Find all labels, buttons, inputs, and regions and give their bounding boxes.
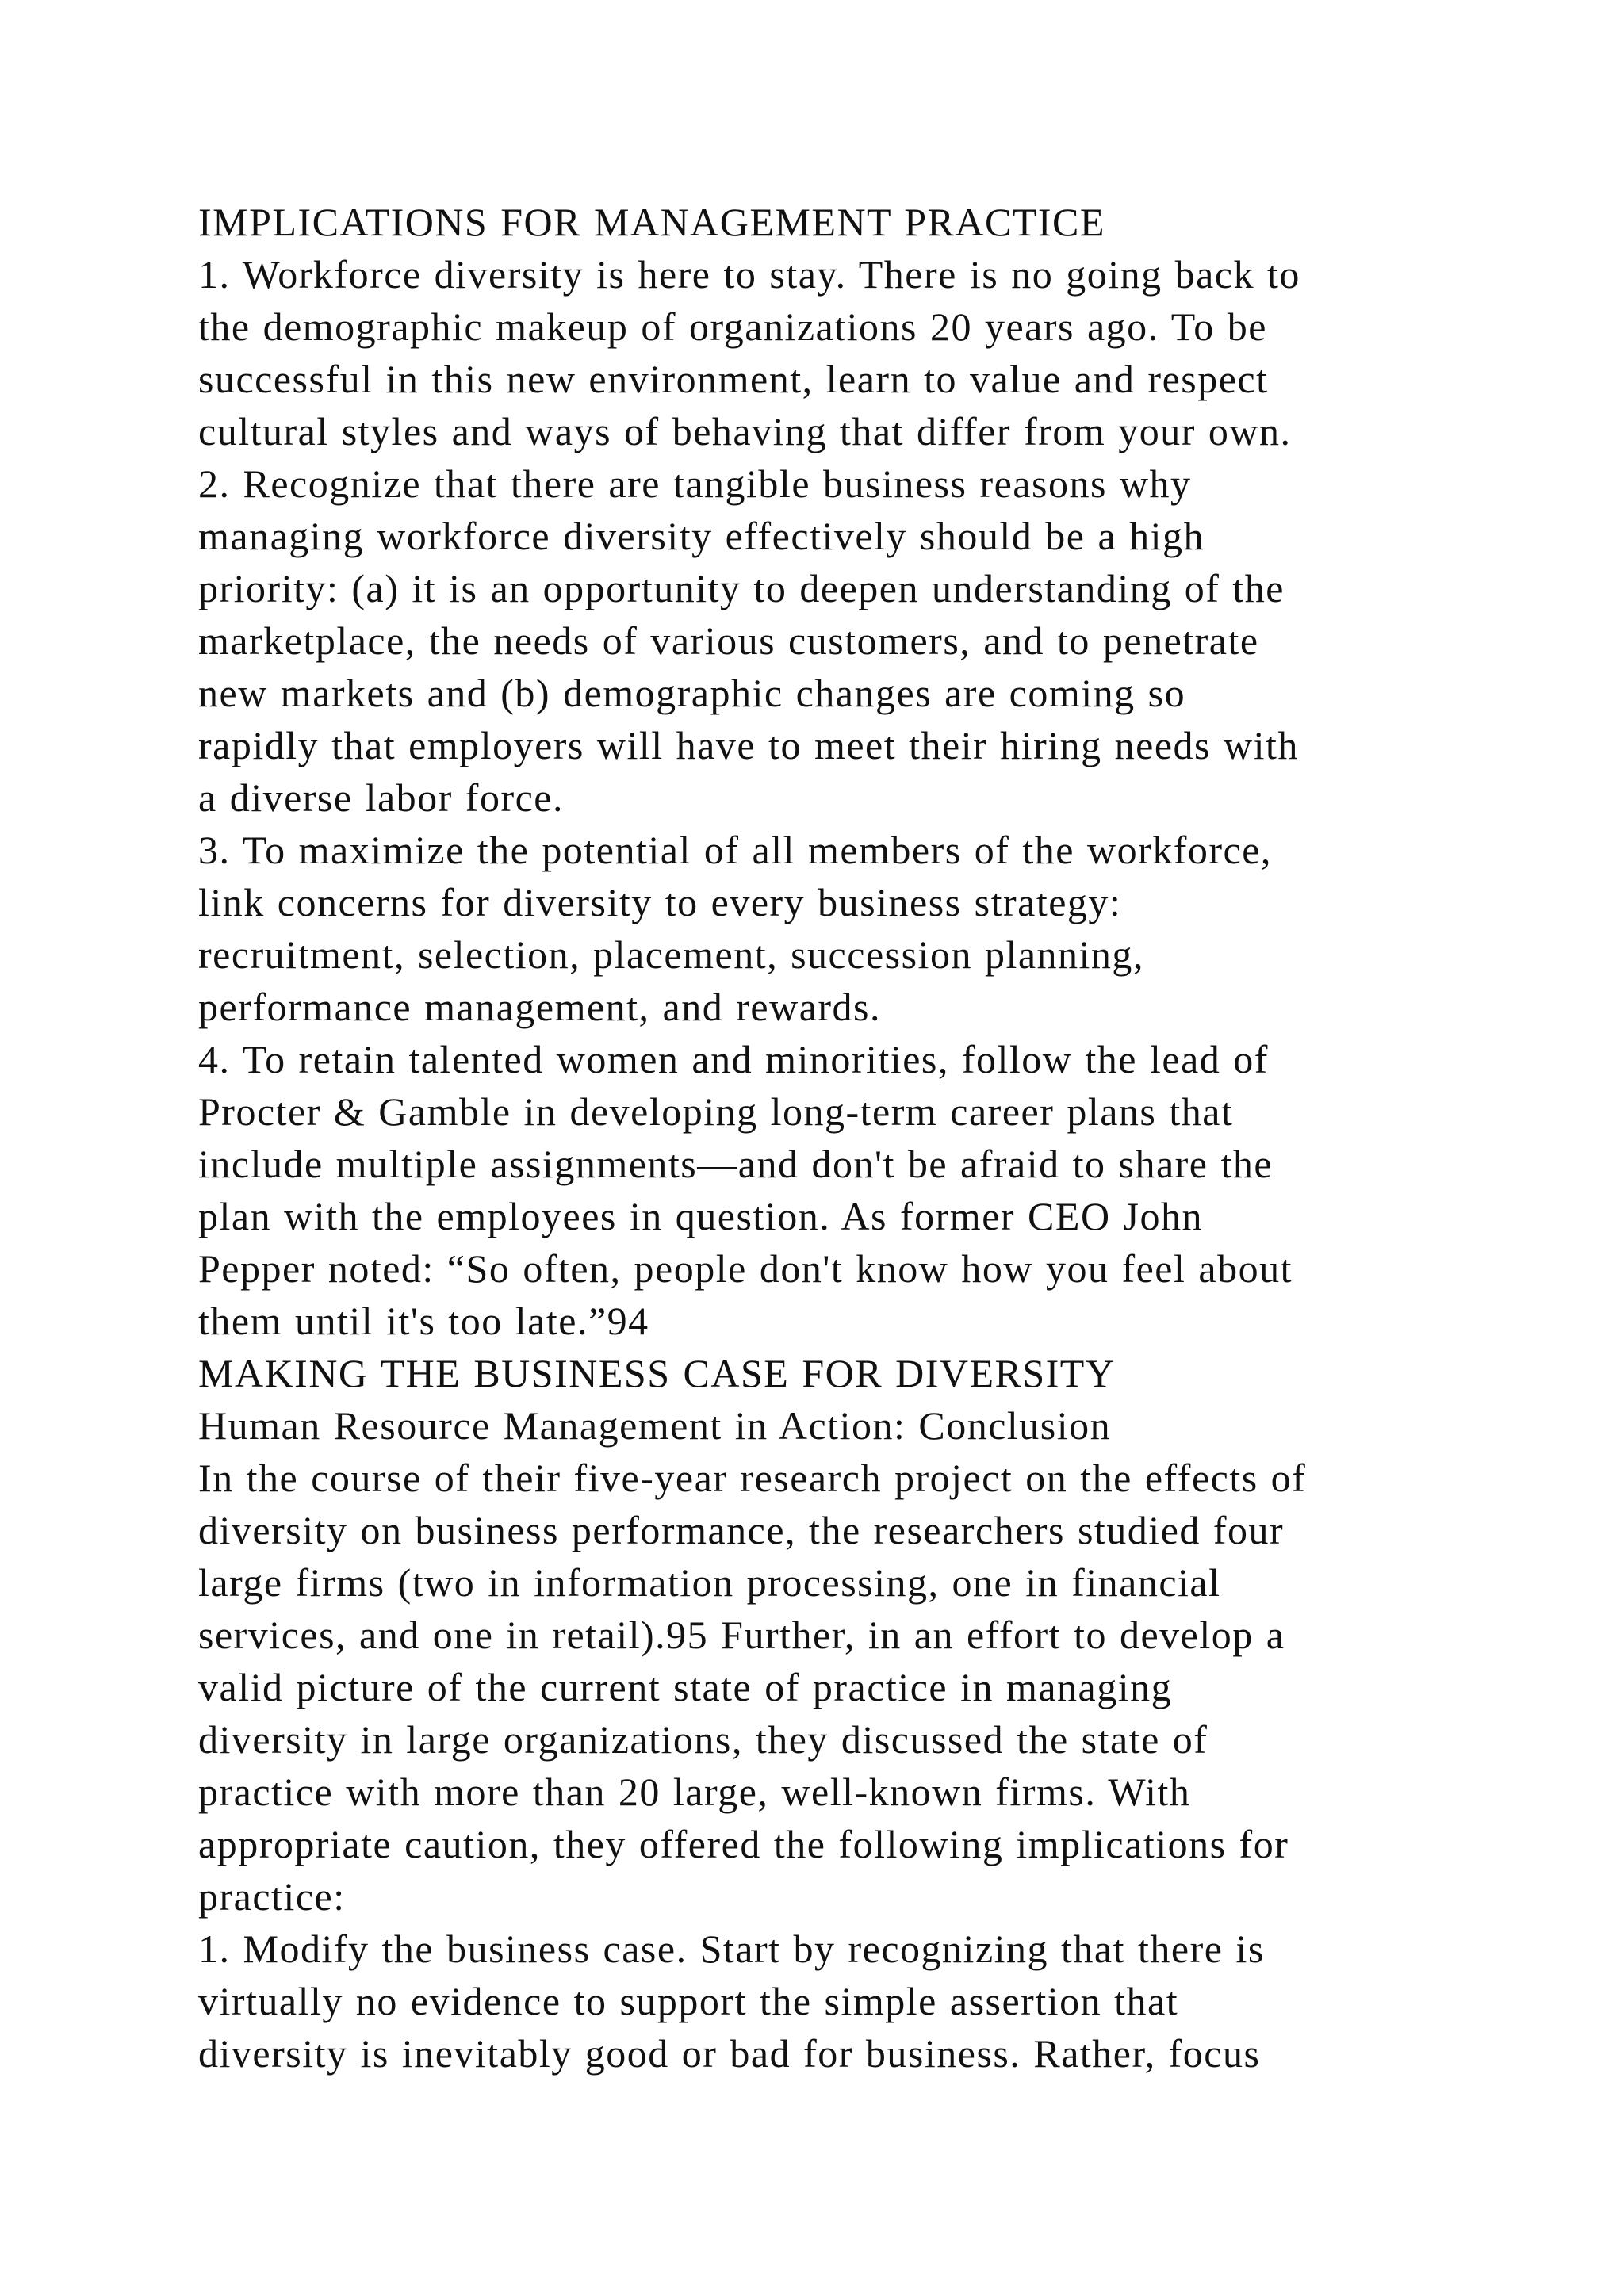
text-line: diversity in large organizations, they discussed the state of [198,1717,1208,1762]
text-line: managing workforce diversity effectively should be a high [198,514,1205,558]
text-line: include multiple assignments—and don't be afraid to share the [198,1142,1274,1186]
text-line: new markets and (b) demographic changes are coming so [198,671,1186,715]
text-line: successful in this new environment, learn to value and respect [198,357,1269,401]
text-line: In the course of their five-year research project on the effects of [198,1456,1307,1500]
text-line: practice: [198,1874,346,1919]
text-line: marketplace, the needs of various customers, and to penetrate [198,618,1259,663]
text-line: priority: (a) it is an opportunity to deepen understanding of the [198,566,1285,610]
text-line: them until it's too late.”94 [198,1299,649,1343]
text-line: 4. To retain talented women and minorities, follow the lead of [198,1037,1269,1081]
text-line: performance management, and rewards. [198,985,882,1029]
text-line: 2. Recognize that there are tangible business reasons why [198,461,1192,506]
text-line: a diverse labor force. [198,775,564,820]
text-line: Pepper noted: “So often, people don't know how you feel about [198,1246,1293,1291]
text-line: recruitment, selection, placement, succession planning, [198,932,1144,977]
text-line: rapidly that employers will have to meet their hiring needs with [198,723,1299,767]
text-line: appropriate caution, they offered the following implications for [198,1822,1289,1866]
text-line: practice with more than 20 large, well-known firms. With [198,1770,1191,1814]
text-line: cultural styles and ways of behaving that differ from your own. [198,409,1292,453]
text-line: 1. Modify the business case. Start by recognizing that there is [198,1927,1265,1971]
text-line: diversity on business performance, the researchers studied four [198,1508,1285,1552]
heading-implications: IMPLICATIONS FOR MANAGEMENT PRACTICE [198,200,1105,244]
text-line: valid picture of the current state of practice in managing [198,1665,1173,1709]
text-line: diversity is inevitably good or bad for business. Rather, focus [198,2031,1261,2076]
text-line: Procter & Gamble in developing long-term career plans that [198,1089,1234,1134]
text-line: 1. Workforce diversity is here to stay. There is no going back to [198,252,1300,297]
text-line: the demographic makeup of organizations 20 years ago. To be [198,304,1268,349]
subheading-hrm-in-action: Human Resource Management in Action: Conclusion [198,1403,1112,1448]
text-line: virtually no evidence to support the simple assertion that [198,1979,1179,2023]
text-line: plan with the employees in question. As former CEO John [198,1194,1204,1238]
text-line: services, and one in retail).95 Further, in an effort to develop a [198,1613,1285,1657]
text-line: large firms (two in information processing, one in financial [198,1560,1221,1605]
heading-business-case: MAKING THE BUSINESS CASE FOR DIVERSITY [198,1351,1116,1395]
text-line: 3. To maximize the potential of all members of the workforce, [198,828,1272,872]
text-line: link concerns for diversity to every business strategy: [198,880,1122,924]
document-body [198,196,1507,2080]
